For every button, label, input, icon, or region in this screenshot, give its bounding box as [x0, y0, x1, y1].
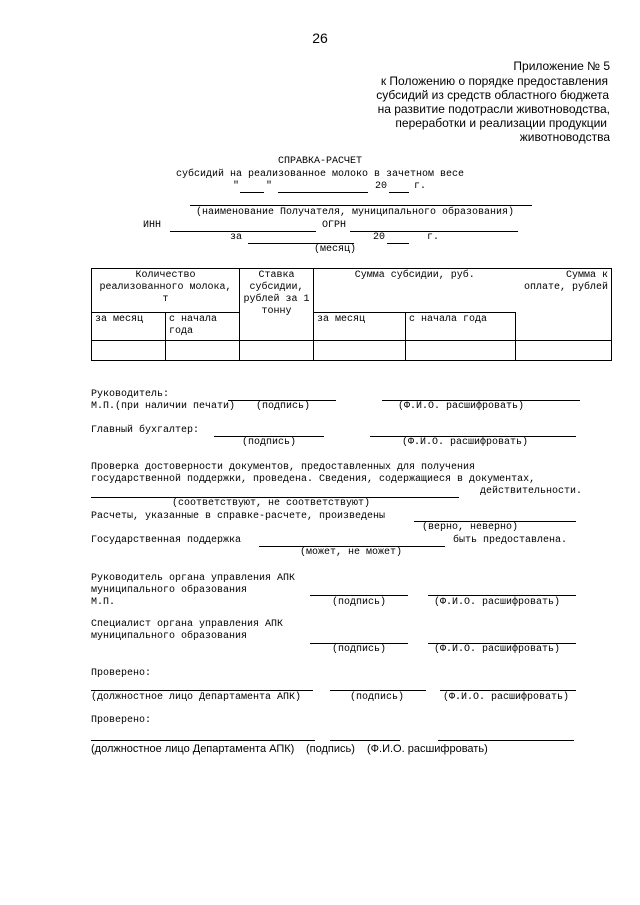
- period-for-label: за: [230, 232, 243, 243]
- appendix-line-6: животноводства: [519, 130, 610, 144]
- date-month-line: [278, 192, 368, 193]
- support-label: Государственная поддержка: [91, 535, 242, 546]
- apk-head-fio-line: [428, 595, 576, 596]
- cell-sum-year[interactable]: [406, 341, 516, 361]
- cell-rate[interactable]: [240, 341, 314, 361]
- checked2-signature-line: [330, 740, 400, 741]
- period-year: 20: [373, 232, 386, 243]
- checked-label-2: Проверено:: [91, 715, 152, 726]
- validity-label: действительности.: [480, 486, 583, 497]
- document-title: СПРАВКА-РАСЧЕТ: [277, 156, 362, 167]
- checked-fio-caption: (Ф.И.О. расшифровать): [443, 692, 570, 703]
- date-year-line: [389, 192, 409, 193]
- cell-qty-month[interactable]: [92, 341, 166, 361]
- apk-mp-label: М.П.: [91, 597, 116, 608]
- appendix-line-3: субсидий из средств областного бюджета: [376, 88, 609, 102]
- document-subtitle: субсидий на реализованное молоко в зачетном весе: [175, 169, 465, 180]
- col-sum-header: [314, 269, 516, 313]
- correct-caption: (верно, неверно): [422, 522, 519, 533]
- checked-official-caption: (должностное лицо Департамента АПК): [91, 692, 302, 703]
- head-signature-caption: (подпись): [256, 401, 311, 412]
- can-caption: (может, не может): [300, 547, 403, 558]
- apk-head-line-2: муниципального образования: [91, 585, 248, 596]
- appendix-line-4: на развитие подотрасли животноводства,: [377, 102, 610, 116]
- recipient-caption: (наименование Получателя, муниципального образования): [196, 207, 515, 218]
- col-sum-label: Сумма субсидии, руб.: [354, 270, 475, 281]
- period-year-suffix: г.: [427, 232, 440, 243]
- checked2-fio-line: [438, 740, 574, 741]
- apk-head-fio-caption: (Ф.И.О. расшифровать): [434, 597, 561, 608]
- checked-signature-line: [330, 690, 426, 691]
- accountant-label: Главный бухгалтер:: [91, 425, 200, 436]
- col-quantity-header: Количество реализованного молока, т: [92, 269, 240, 313]
- head-label: Руководитель:: [91, 389, 170, 400]
- checked-label: Проверено:: [91, 668, 152, 679]
- apk-head-line-1: Руководитель органа управления АПК: [91, 573, 296, 584]
- appendix-line-2: к Положению о порядке предоставления: [380, 74, 608, 88]
- head-fio-caption: (Ф.И.О. расшифровать): [398, 401, 525, 412]
- inn-label: ИНН: [143, 220, 162, 231]
- cell-qty-year[interactable]: [166, 341, 240, 361]
- qty-year-header: с начала года: [166, 313, 240, 341]
- calc-label: Расчеты, указанные в справке-расчете, произведены: [91, 511, 386, 522]
- verification-line-1: Проверка достоверности документов, предоставленных для получения: [91, 462, 476, 473]
- checked2-official-line: [91, 740, 315, 741]
- ogrn-label: ОГРН: [322, 220, 347, 231]
- inn-line: [170, 231, 316, 232]
- date-year: 20: [375, 181, 388, 192]
- verification-line-2: государственной поддержки, проведена. Сведения, содержащиеся в документах,: [91, 474, 536, 485]
- month-caption: (месяц): [314, 244, 357, 255]
- checked-official-line: [91, 690, 313, 691]
- col-rate-header: Ставка субсидии, рублей за 1 тонну: [240, 269, 314, 341]
- stamp-label: М.П.(при наличии печати): [91, 401, 236, 412]
- accountant-signature-caption: (подпись): [242, 437, 297, 448]
- apk-spec-signature-caption: (подпись): [332, 644, 387, 655]
- subsidy-table: [91, 268, 612, 361]
- correspond-caption: (соответствуют, не соответствуют): [172, 498, 371, 509]
- checked2-official-caption: (должностное лицо Департамента АПК): [91, 743, 295, 755]
- checked2-fio-caption: (Ф.И.О. расшифровать): [367, 743, 488, 755]
- page-number: 26: [312, 30, 328, 46]
- apk-head-signature-line: [310, 595, 408, 596]
- date-year-suffix: г.: [414, 181, 427, 192]
- apk-spec-line-1: Специалист органа управления АПК: [91, 619, 284, 630]
- cell-payment[interactable]: [516, 341, 612, 361]
- appendix-line-5: переработки и реализации продукции: [395, 116, 607, 130]
- apk-spec-line-2: муниципального образования: [91, 631, 248, 642]
- cell-sum-month[interactable]: [314, 341, 406, 361]
- accountant-fio-caption: (Ф.И.О. расшифровать): [402, 437, 529, 448]
- support-end-label: быть предоставлена.: [453, 535, 568, 546]
- date-quote-close: ": [266, 181, 273, 192]
- sum-month-header: за месяц: [314, 313, 406, 341]
- apk-spec-fio-caption: (Ф.И.О. расшифровать): [434, 644, 561, 655]
- apk-head-signature-caption: (подпись): [332, 597, 387, 608]
- qty-month-header: за месяц: [92, 313, 166, 341]
- date-day-line: [240, 192, 264, 193]
- checked2-signature-caption: (подпись): [306, 743, 355, 755]
- recipient-line: [190, 205, 532, 206]
- sum-year-header: с начала года: [406, 313, 516, 341]
- col-payment-header: Сумма к оплате, рублей: [516, 269, 612, 341]
- checked-fio-line: [440, 690, 576, 691]
- date-quote-open: ": [233, 181, 240, 192]
- appendix-line-1: Приложение № 5: [513, 59, 610, 73]
- period-year-line: [387, 243, 409, 244]
- checked-signature-caption: (подпись): [350, 692, 405, 703]
